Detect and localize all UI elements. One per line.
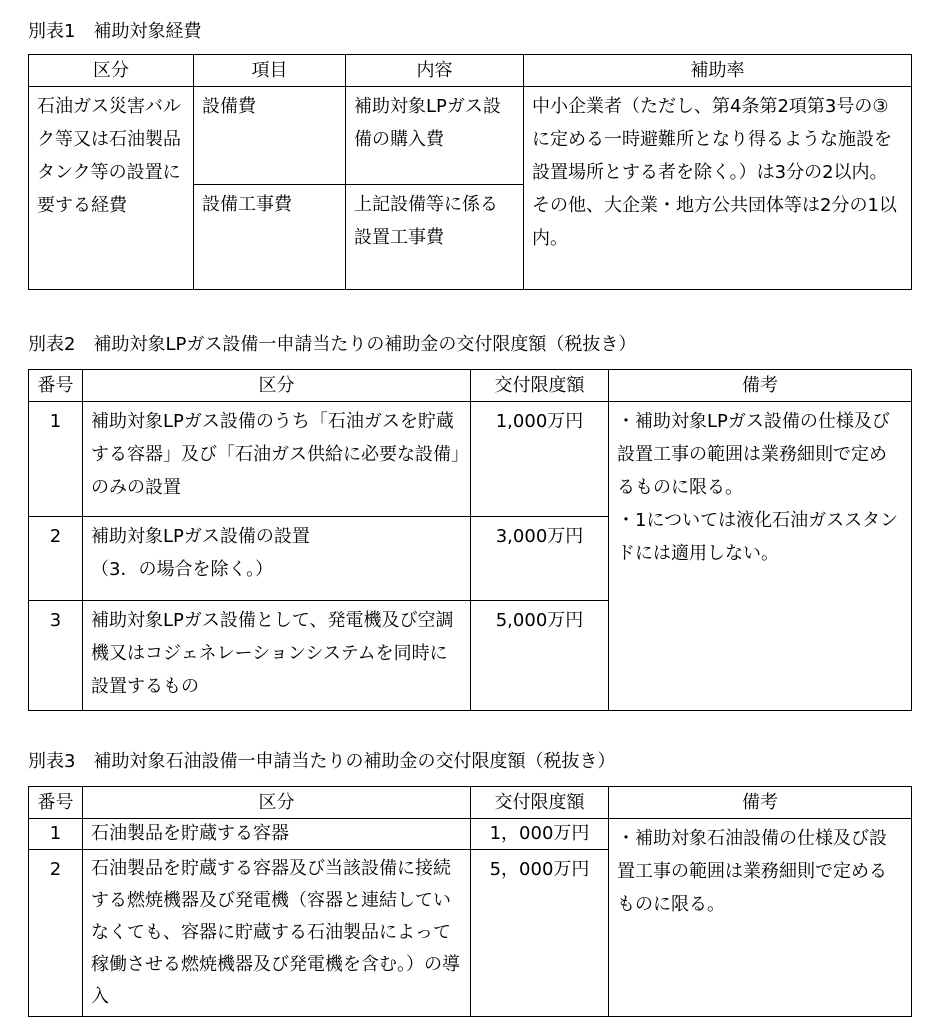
- table1-header-rate: 補助率: [524, 55, 912, 87]
- table1-content: 補助対象LPガス設備の購入費: [346, 87, 524, 185]
- table2-row-limit: 5,000万円: [471, 601, 609, 711]
- table3-caption: 別表3 補助対象石油設備一申請当たりの補助金の交付限度額（税抜き）: [28, 751, 616, 772]
- table2-row-category: 補助対象LPガス設備として、発電機及び空調機又はコジェネレーションシステムを同時に設置するもの: [83, 601, 471, 711]
- table2-header-category: 区分: [83, 370, 471, 402]
- table1-header-item: 項目: [194, 55, 346, 87]
- table1-header-content: 内容: [346, 55, 524, 87]
- table3-row-category: 石油製品を貯蔵する容器及び当該設備に接続する燃焼機器及び発電機（容器と連結していなくても、容器に貯蔵する石油製品によって稼働させる燃焼機器及び発電機を含む。）の導入: [83, 850, 471, 1017]
- table2-remarks: ・補助対象LPガス設備の仕様及び設置工事の範囲は業務細則で定めるものに限る。 ・1については液化石油ガススタンドには適用しない。: [609, 402, 912, 711]
- table1-header-category: 区分: [29, 55, 194, 87]
- table2-caption: 別表2 補助対象LPガス設備一申請当たりの補助金の交付限度額（税抜き）: [28, 334, 637, 355]
- table3-row-no: 1: [29, 819, 83, 850]
- table1-category: 石油ガス災害バルク等又は石油製品タンク等の設置に要する経費: [29, 87, 194, 290]
- table2-row-category: 補助対象LPガス設備の設置 （3．の場合を除く。）: [83, 517, 471, 601]
- table2-row-no: 3: [29, 601, 83, 711]
- table3-header-no: 番号: [29, 787, 83, 819]
- table2-row-category: 補助対象LPガス設備のうち「石油ガスを貯蔵する容器」及び「石油ガス供給に必要な設備」のみの設置: [83, 402, 471, 517]
- table3-header-limit: 交付限度額: [471, 787, 609, 819]
- table2-header-remarks: 備考: [609, 370, 912, 402]
- table1-caption: 別表1 補助対象経費: [28, 21, 202, 42]
- table3-row-category: 石油製品を貯蔵する容器: [83, 819, 471, 850]
- table2: [28, 369, 912, 711]
- table1-item: 設備費: [194, 87, 346, 185]
- table3-row-limit: 1，000万円: [471, 819, 609, 850]
- table3: [28, 786, 912, 1017]
- table1-item: 設備工事費: [194, 185, 346, 290]
- table3-remarks: ・補助対象石油設備の仕様及び設置工事の範囲は業務細則で定めるものに限る。: [609, 819, 912, 1017]
- table1-content: 上記設備等に係る設置工事費: [346, 185, 524, 290]
- table3-row-limit: 5，000万円: [471, 850, 609, 1017]
- table2-row-no: 1: [29, 402, 83, 517]
- table3-header-category: 区分: [83, 787, 471, 819]
- table2-row-limit: 3,000万円: [471, 517, 609, 601]
- table1-rate: 中小企業者（ただし、第4条第2項第3号の③に定める一時避難所となり得るような施設を設置場所とする者を除く。）は3分の2以内。その他、大企業・地方公共団体等は2分の1以内。: [524, 87, 912, 290]
- table3-row-no: 2: [29, 850, 83, 1017]
- table2-row-limit: 1,000万円: [471, 402, 609, 517]
- table2-header-no: 番号: [29, 370, 83, 402]
- table3-header-remarks: 備考: [609, 787, 912, 819]
- table1: [28, 54, 912, 290]
- table2-header-limit: 交付限度額: [471, 370, 609, 402]
- table2-row-no: 2: [29, 517, 83, 601]
